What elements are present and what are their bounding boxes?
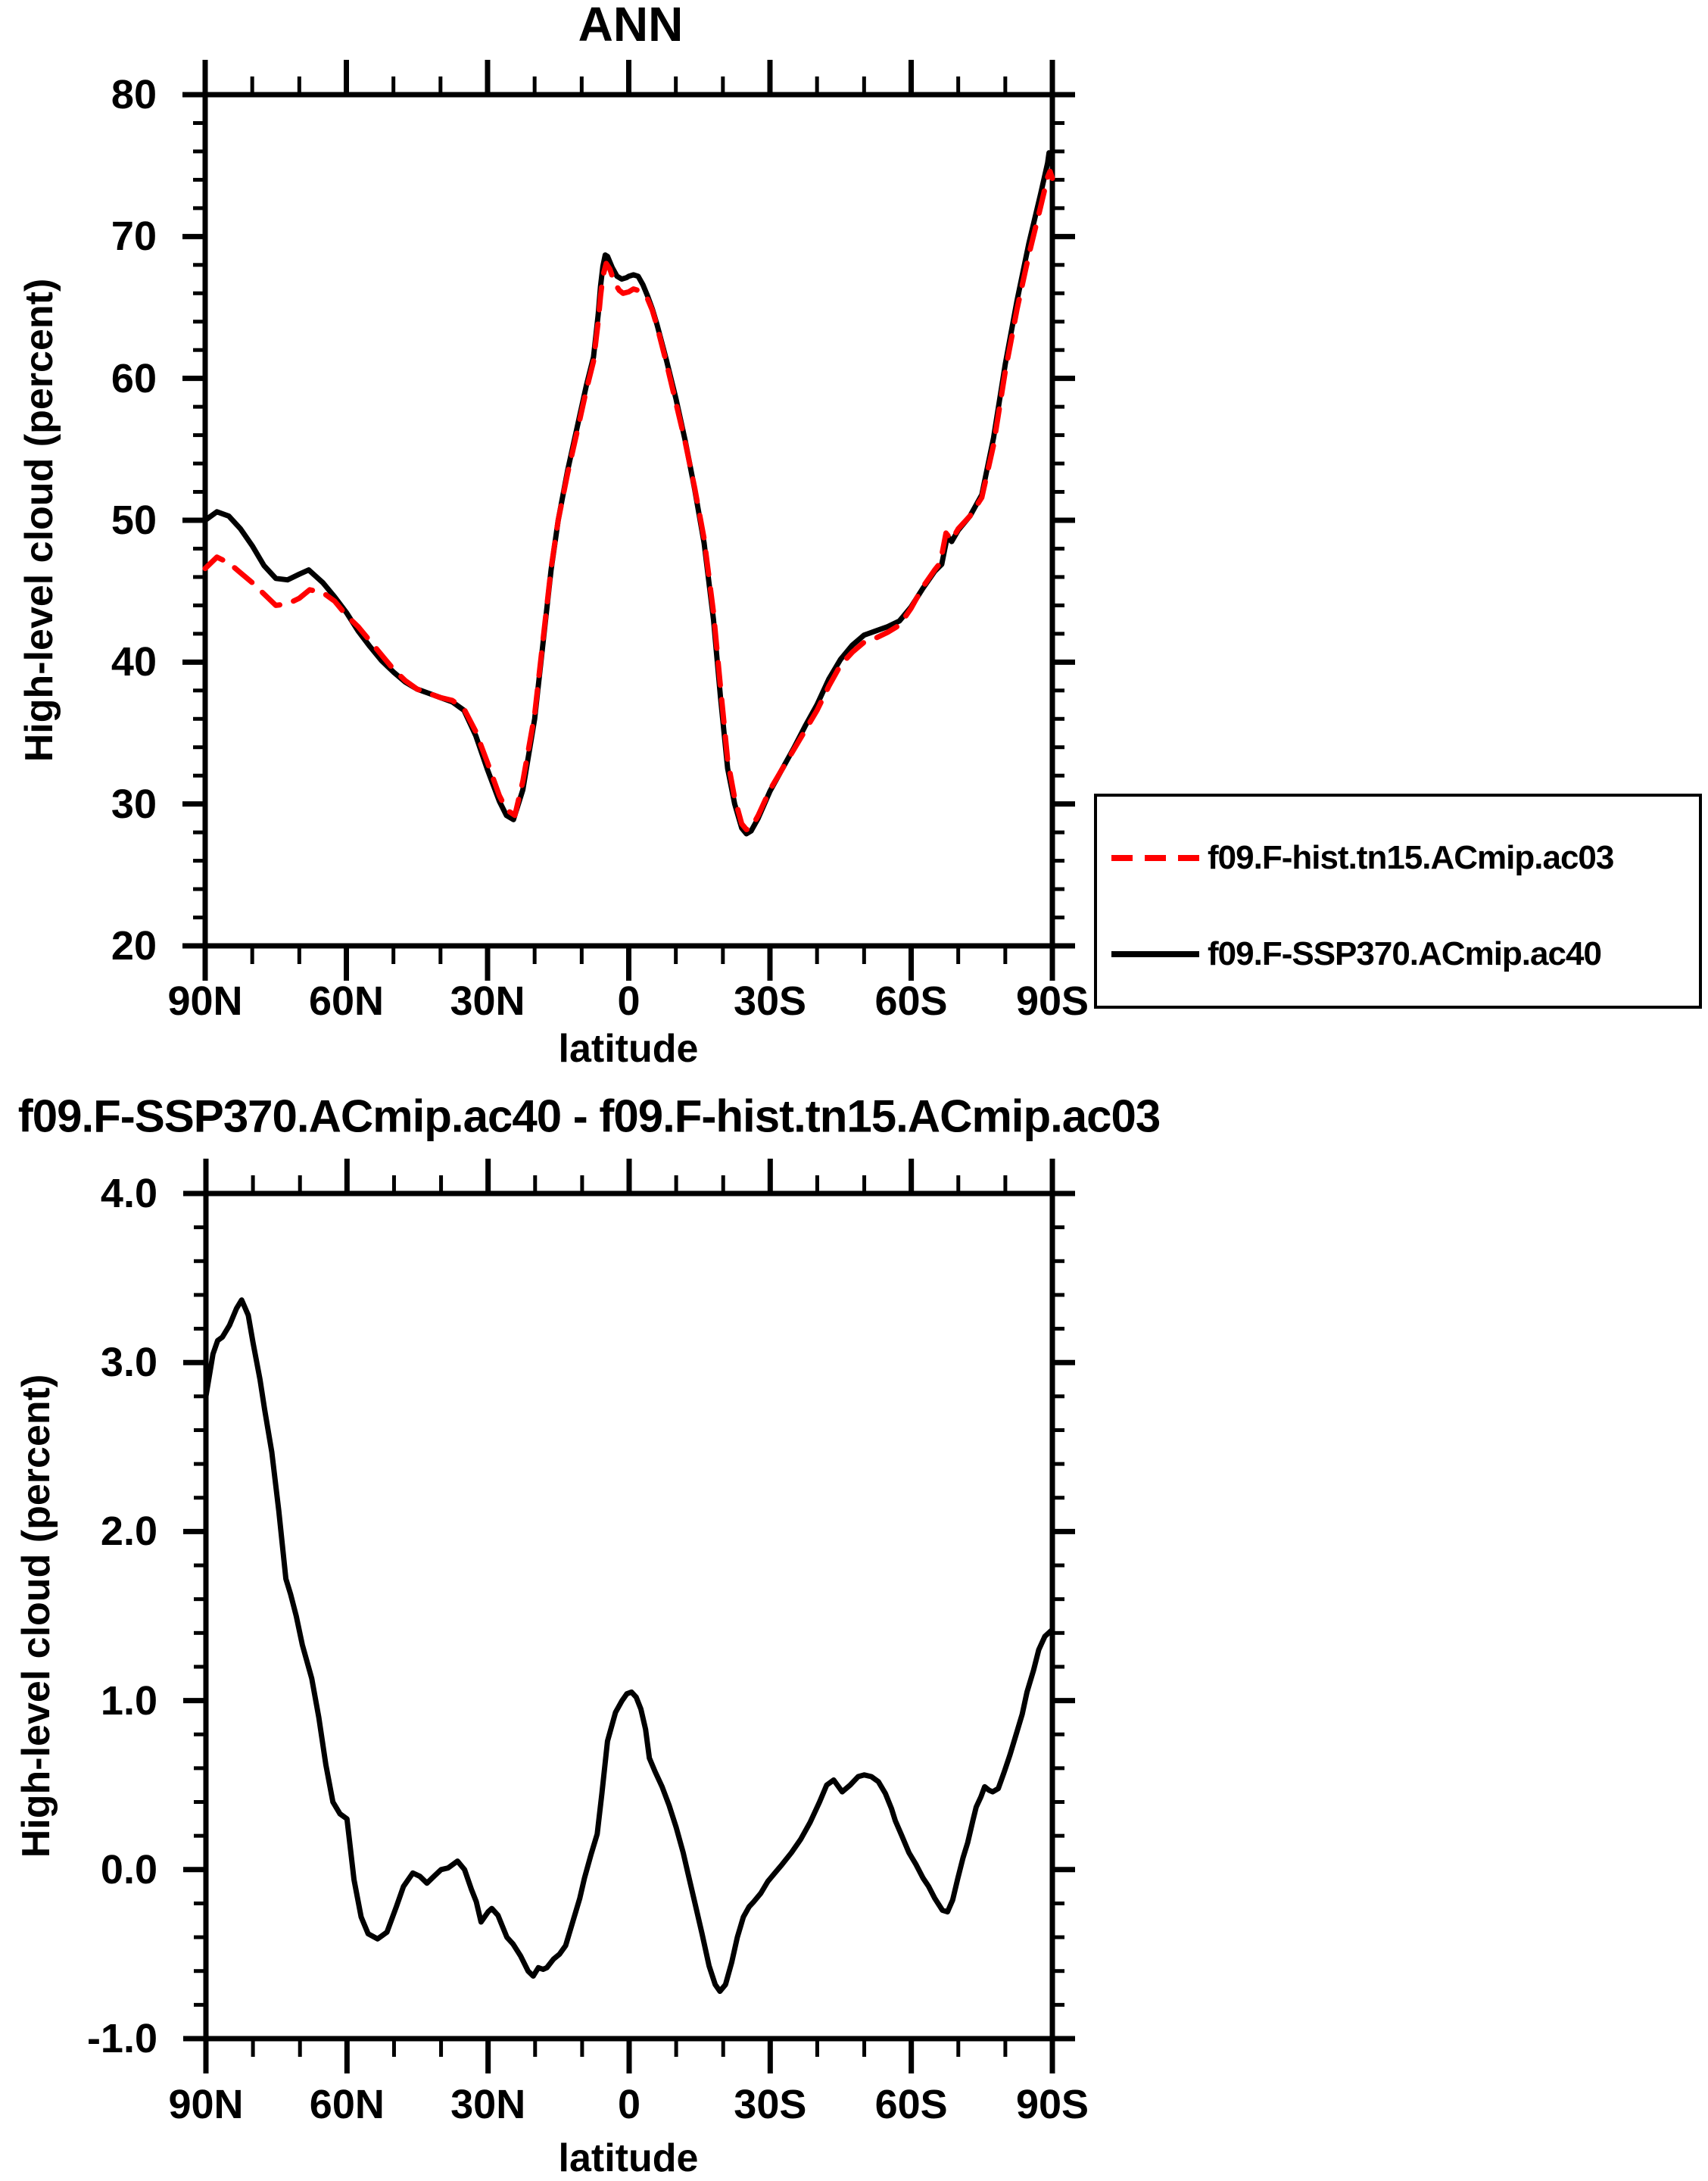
legend <box>1094 794 1702 1009</box>
x-tick-label: 90N <box>168 2082 244 2127</box>
series-f09.F-SSP370.ACmip.ac40 <box>205 153 1052 834</box>
top-chart-title: ANN <box>578 0 684 51</box>
x-tick-label: 60S <box>874 2082 948 2127</box>
y-tick-label: 2.0 <box>100 1509 157 1555</box>
x-tick-label: 60S <box>874 978 948 1024</box>
y-tick-label: 60 <box>111 355 157 401</box>
x-tick-label: 30S <box>734 2082 807 2127</box>
x-tick-label: 90S <box>1015 978 1089 1024</box>
x-tick-label: 60N <box>308 978 385 1024</box>
x-tick-label: 90N <box>167 978 243 1024</box>
y-tick-label: 40 <box>111 639 157 685</box>
x-tick-label: 30N <box>450 2082 526 2127</box>
y-tick-label: 80 <box>111 72 157 117</box>
y-tick-label: 70 <box>111 214 157 260</box>
series-difference <box>206 1300 1052 1992</box>
x-tick-label: 30N <box>450 978 525 1024</box>
y-tick-label: 20 <box>111 923 157 969</box>
dashed-line-icon <box>1110 853 1201 863</box>
x-tick-label: 0 <box>617 978 640 1024</box>
top-chart-y-axis-label: High-level cloud (percent) <box>17 278 61 763</box>
x-tick-label: 90S <box>1015 2082 1089 2127</box>
plot-frame <box>205 95 1052 946</box>
legend-label-ssp370: f09.F-SSP370.ACmip.ac40 <box>1208 935 1601 972</box>
bottom-chart-y-axis-label: High-level cloud (percent) <box>14 1374 58 1858</box>
bottom-chart-title: f09.F-SSP370.ACmip.ac40 - f09.F-hist.tn15.ACmip.ac03 <box>17 1090 1161 1142</box>
y-tick-label: 30 <box>111 781 157 827</box>
solid-line-icon <box>1110 949 1201 959</box>
top-chart-x-axis-label: latitude <box>558 1027 699 1071</box>
y-tick-label: -1.0 <box>86 2016 157 2061</box>
x-tick-label: 0 <box>617 2082 641 2127</box>
plot-frame <box>206 1193 1052 2039</box>
y-tick-label: 1.0 <box>100 1677 157 1724</box>
x-tick-label: 60N <box>309 2082 385 2127</box>
y-tick-label: 4.0 <box>100 1171 157 1216</box>
y-tick-label: 0.0 <box>100 1846 157 1892</box>
series-f09.F-hist.tn15.ACmip.ac03 <box>205 171 1052 829</box>
bottom-chart-x-axis-label: latitude <box>558 2136 699 2180</box>
x-tick-label: 30S <box>733 978 807 1024</box>
legend-label-hist: f09.F-hist.tn15.ACmip.ac03 <box>1208 839 1614 876</box>
y-tick-label: 3.0 <box>100 1340 157 1386</box>
y-tick-label: 50 <box>111 498 157 543</box>
